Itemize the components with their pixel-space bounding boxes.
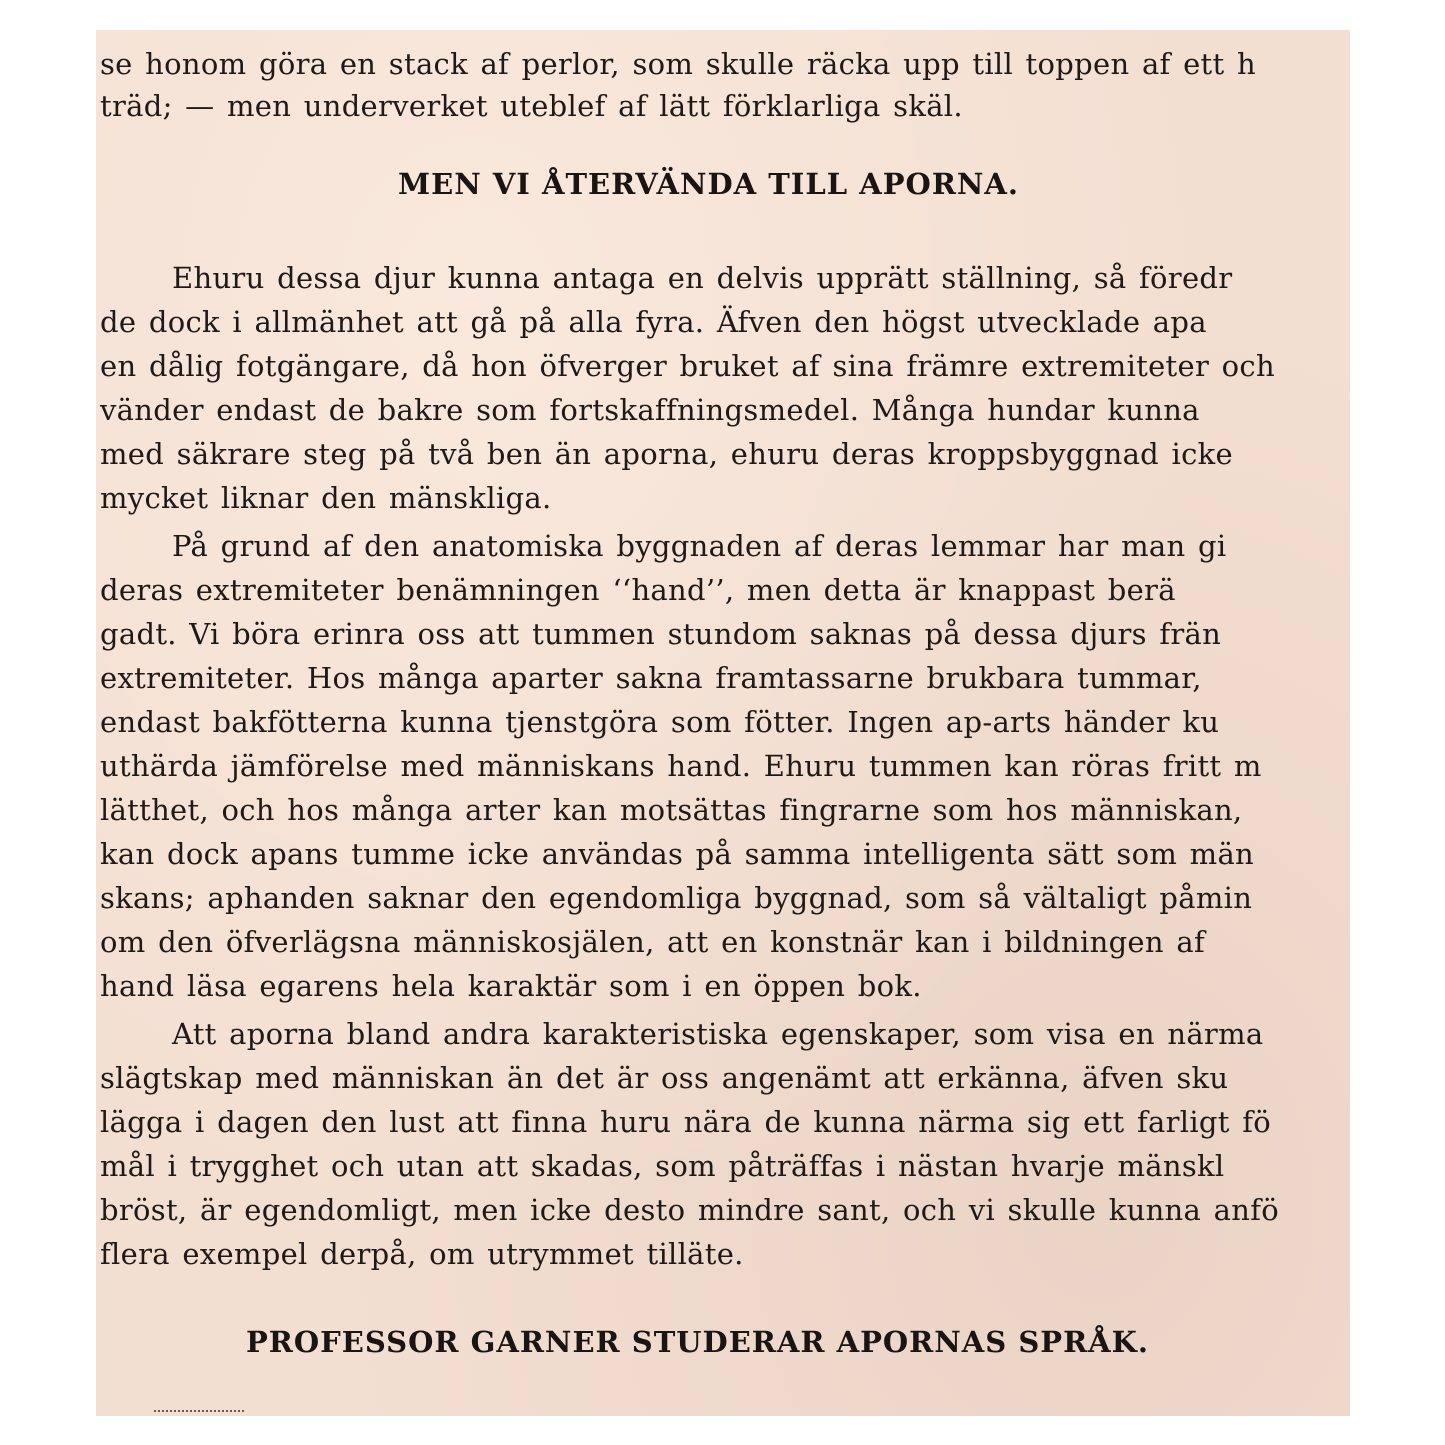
text-line: Ehuru dessa djur kunna antaga en delvis upprätt ställning, så föredr [172, 261, 1233, 295]
scanned-page [96, 30, 1350, 1416]
text-line: bröst, är egendomligt, men icke desto mindre sant, och vi skulle kunna anfö [100, 1193, 1279, 1227]
cut-off-text-fragment [154, 1410, 244, 1416]
text-line: endast bakfötterna kunna tjenstgöra som fötter. Ingen ap-arts händer ku [100, 705, 1220, 739]
text-line: skans; aphanden saknar den egendomliga byggnad, som så vältaligt påmin [100, 881, 1253, 915]
text-line: med säkrare steg på två ben än aporna, ehuru deras kroppsbyggnad icke [100, 437, 1234, 471]
section-heading: PROFESSOR GARNER STUDERAR APORNAS SPRÅK. [246, 1325, 1149, 1359]
text-line: uthärda jämförelse med människans hand. Ehuru tummen kan röras fritt m [100, 749, 1262, 783]
text-line: träd; — men underverket uteblef af lätt förklarliga skäl. [100, 89, 963, 123]
text-line: gadt. Vi böra erinra oss att tummen stundom saknas på dessa djurs frän [100, 617, 1222, 651]
text-line: deras extremiteter benämningen ‘‘hand’’, men detta är knappast berä [100, 573, 1176, 607]
text-line: kan dock apans tumme icke användas på samma intelligenta sätt som män [100, 837, 1255, 871]
text-line: På grund af den anatomiska byggnaden af deras lemmar har man gi [172, 529, 1227, 563]
text-line: lätthet, och hos många arter kan motsättas fingrarne som hos människan, [100, 793, 1243, 827]
text-line: mycket liknar den mänskliga. [100, 481, 552, 515]
text-line: en dålig fotgängare, då hon öfverger bruket af sina främre extremiteter och [100, 349, 1275, 383]
text-line: slägtskap med människan än det är oss angenämt att erkänna, äfven sku [100, 1061, 1229, 1095]
text-line: flera exempel derpå, om utrymmet tilläte. [100, 1237, 744, 1271]
text-line: se honom göra en stack af perlor, som skulle räcka upp till toppen af ett h [100, 47, 1256, 81]
text-line: de dock i allmänhet att gå på alla fyra. Äfven den högst utvecklade apa [100, 305, 1207, 339]
text-line: extremiteter. Hos många aparter sakna framtassarne brukbara tummar, [100, 661, 1202, 695]
text-line: vänder endast de bakre som fortskaffningsmedel. Många hundar kunna [100, 393, 1200, 427]
text-line: hand läsa egarens hela karaktär som i en öppen bok. [100, 969, 922, 1003]
text-line: lägga i dagen den lust att finna huru nära de kunna närma sig ett farligt fö [100, 1105, 1272, 1139]
text-line: om den öfverlägsna människosjälen, att en konstnär kan i bildningen af [100, 925, 1206, 959]
text-line: mål i trygghet och utan att skadas, som påträffas i nästan hvarje mänskl [100, 1149, 1225, 1183]
section-heading: MEN VI ÅTERVÄNDA TILL APORNA. [398, 167, 1020, 201]
text-line: Att aporna bland andra karakteristiska egenskaper, som visa en närma [172, 1017, 1264, 1051]
